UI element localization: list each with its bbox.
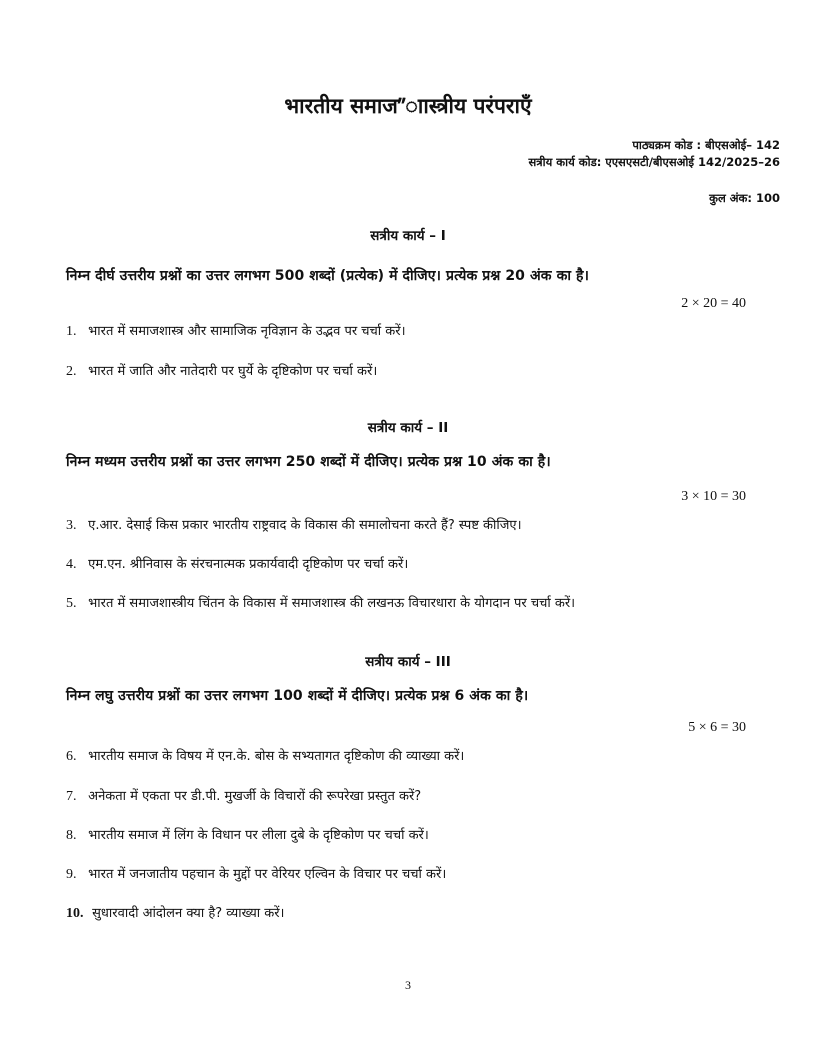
section-marks-1: 2 × 20 = 40: [681, 296, 746, 311]
course-code: पाठ्यक्रम कोड : बीएसओई– 142: [632, 138, 780, 152]
question-number: 5.: [66, 596, 77, 611]
question-number: 4.: [66, 557, 77, 572]
question-text: भारतीय समाज के विषय में एन.के. बोस के सभ्यतागत दृष्टिकोण की व्याख्या करें।: [88, 749, 465, 764]
question-number: 3.: [66, 518, 77, 533]
question-text: भारत में जाति और नातेदारी पर घुर्ये के दृष्टिकोण पर चर्चा करें।: [88, 364, 378, 379]
question-item: [66, 864, 766, 883]
question-number: 8.: [66, 828, 77, 843]
question-text: एम.एन. श्रीनिवास के संरचनात्मक प्रकार्यवादी दृष्टिकोण पर चर्चा करें।: [88, 557, 409, 572]
section-instruction-1: निम्न दीर्घ उत्तरीय प्रश्नों का उत्तर लगभग 500 शब्दों (प्रत्येक) में दीजिए। प्रत्येक प्रश्न 20 अंक का है।: [66, 268, 589, 284]
document-title: भारतीय समाज”ाास्त्रीय परंपराएँ: [284, 94, 532, 118]
question-text: भारत में जनजातीय पहचान के मुद्दों पर वेरियर एल्विन के विचार पर चर्चा करें।: [88, 867, 447, 882]
question-text: भारतीय समाज में लिंग के विधान पर लीला दुबे के दृष्टिकोण पर चर्चा करें।: [88, 828, 429, 843]
question-item: [66, 825, 766, 844]
question-item: [66, 554, 766, 573]
question-text: अनेकता में एकता पर डी.पी. मुखर्जी के विचारों की रूपरेखा प्रस्तुत करें?: [88, 789, 422, 804]
question-text: भारत में समाजशास्त्र और सामाजिक नृविज्ञान के उद्भव पर चर्चा करें।: [88, 324, 406, 339]
question-number: 7.: [66, 789, 77, 804]
question-number: 10.: [66, 906, 84, 921]
section-heading-2: सत्रीय कार्य – II: [367, 420, 449, 436]
total-marks: कुल अंक: 100: [709, 191, 780, 205]
section-marks-2: 3 × 10 = 30: [681, 489, 746, 504]
question-item: [66, 746, 766, 765]
question-text: ए.आर. देसाई किस प्रकार भारतीय राष्ट्रवाद के विकास की समालोचना करते हैं? स्पष्ट कीजिए।: [88, 518, 522, 533]
question-item: [66, 361, 766, 380]
section-heading-3: सत्रीय कार्य – III: [365, 654, 451, 670]
question-text: भारत में समाजशास्त्रीय चिंतन के विकास में समाजशास्त्र की लखनऊ विचारधारा के योगदान पर चर्चा करें।: [88, 596, 576, 611]
page-number: 3: [405, 978, 411, 992]
question-text: सुधारवादी आंदोलन क्या है? व्याख्या करें।: [92, 906, 285, 921]
assignment-code: सत्रीय कार्य कोड: एएसएसटी/बीएसओई 142/2025–26: [528, 155, 780, 169]
question-number: 2.: [66, 364, 77, 379]
section-instruction-2: निम्न मध्यम उत्तरीय प्रश्नों का उत्तर लगभग 250 शब्दों में दीजिए। प्रत्येक प्रश्न 10 अंक का है।: [66, 454, 551, 470]
question-item: [66, 515, 766, 534]
question-item: [66, 593, 766, 612]
section-marks-3: 5 × 6 = 30: [688, 720, 746, 735]
section-heading-1: सत्रीय कार्य – I: [370, 228, 446, 244]
question-number: 1.: [66, 324, 77, 339]
question-number: 9.: [66, 867, 77, 882]
question-item: [66, 903, 766, 922]
question-number: 6.: [66, 749, 77, 764]
question-item: [66, 786, 766, 805]
section-instruction-3: निम्न लघु उत्तरीय प्रश्नों का उत्तर लगभग 100 शब्दों में दीजिए। प्रत्येक प्रश्न 6 अंक का है।: [66, 688, 529, 704]
question-item: [66, 321, 766, 340]
